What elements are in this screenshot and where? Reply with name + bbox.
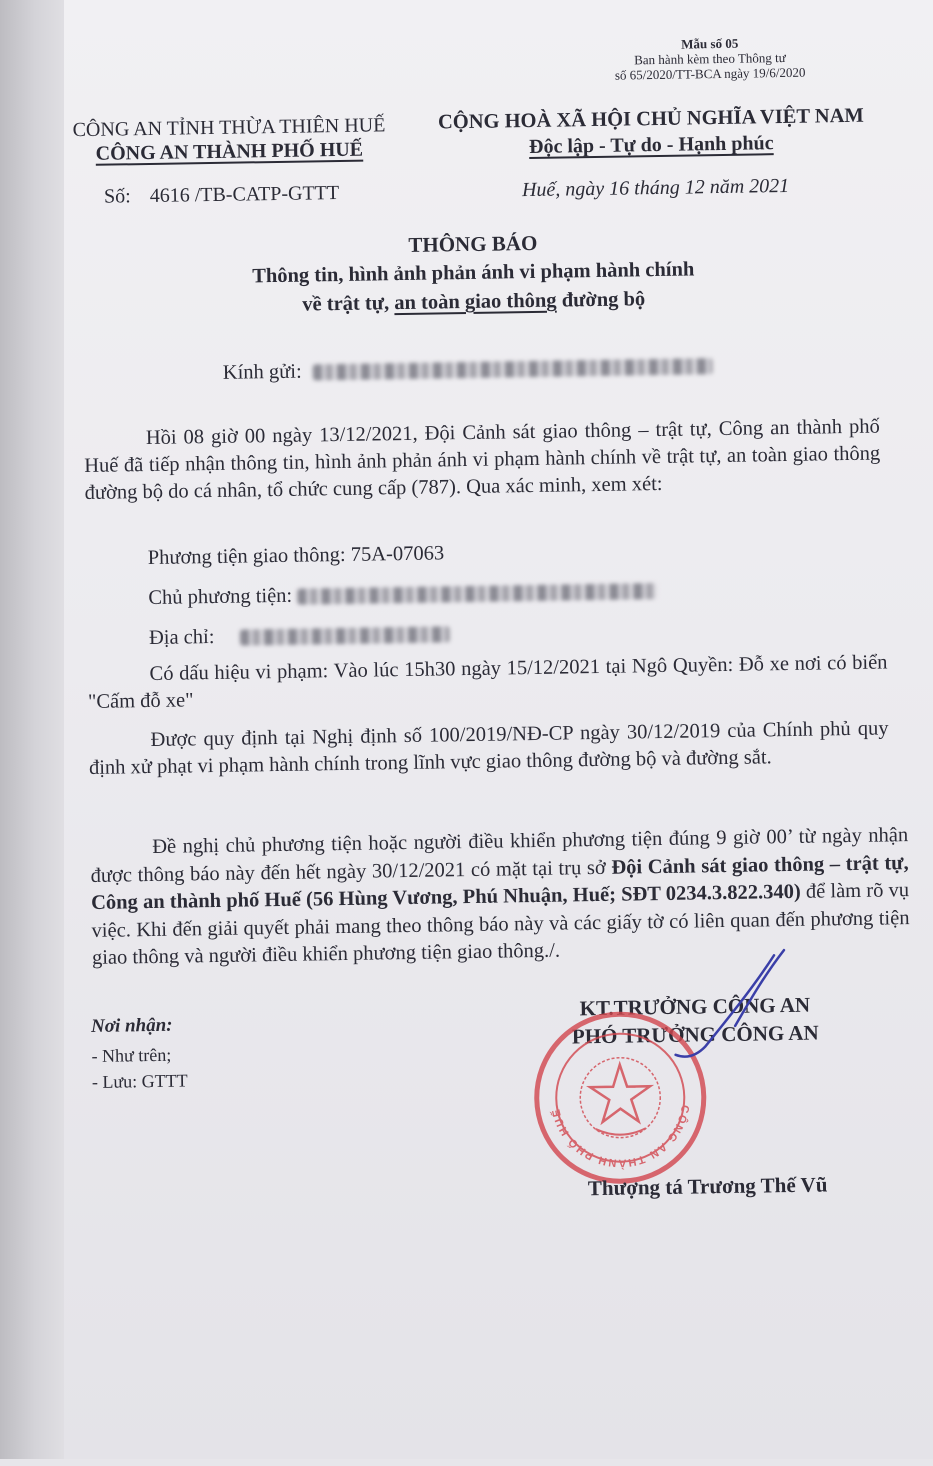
nation-motto — [421, 129, 881, 160]
notice-subtitle-1: Thông tin, hình ảnh phản ánh vi phạm hành chính — [252, 258, 695, 288]
vehicle-plate: 75A-07063 — [350, 542, 445, 566]
paragraph-intro: Hồi 08 giờ 00 ngày 13/12/2021, Đội Cảnh sát giao thông – trật tự, Công an thành phố Huế đã tiếp nhận thông tin, hình ảnh phản ánh vi phạm hành chính về trật tự, an toàn giao thông đường bộ do cá nhân, tổ chức cung cấp (787). Qua xác minh, xem xét: — [84, 415, 881, 505]
recipient-redacted — [313, 358, 713, 380]
notice-subtitle-2 — [94, 285, 854, 320]
form-circular: số 65/2020/TT-BCA ngày 19/6/2020 — [614, 64, 806, 83]
owner-label: Chủ phương tiện: — [148, 584, 293, 610]
owner-line — [148, 577, 657, 612]
address-redacted — [239, 627, 449, 646]
signature-title-2: PHÓ TRƯỞNG CÔNG AN — [571, 1020, 819, 1049]
nation-motto-text: Độc lập - Tự do - Hạnh phúc — [528, 132, 774, 159]
recipients-item-1: - Như trên; — [91, 1044, 172, 1066]
seal-text: CÔNG AN THÀNH PHỐ HUẾ — [550, 1103, 691, 1169]
request-office: Đội Cảnh sát giao thông – trật tự, Công an thành phố Huế (56 Hùng Vương, Phú Nhuận, Huế; SĐT 0234.3.822.340) — [90, 851, 909, 914]
form-number: Mẫu số 05 — [681, 35, 739, 52]
place-date: Huế, ngày 16 tháng 12 năm 2021 — [521, 174, 790, 202]
recipient-line — [223, 354, 713, 385]
request-start: Đề nghị chủ phương tiện hoặc người điều khiển phương tiện đúng 9 giờ 00’ từ ngày nhận được thông báo này đến hết ngày 30/12/2021 có mặt tại trụ sở — [90, 824, 909, 887]
reference-label: Số: — [103, 185, 131, 208]
signature-title-1: KT.TRƯỞNG CÔNG AN — [579, 992, 811, 1021]
subtitle-suffix: đường bộ — [556, 288, 646, 312]
address-label: Địa chỉ: — [148, 626, 215, 650]
signer-name: Thượng tá Trương Thế Vũ — [587, 1172, 828, 1201]
subtitle-underlined: an toàn giao thông — [394, 289, 557, 315]
agency-unit — [51, 137, 407, 167]
reference-number — [104, 182, 339, 209]
recipients-heading: Nơi nhận: — [90, 1014, 173, 1037]
handwritten-signature-icon — [634, 945, 816, 1068]
reference-value: 4616 /TB-CATP-GTTT — [149, 181, 340, 207]
address-line — [149, 620, 450, 652]
svg-text:CÔNG AN THÀNH PHỐ HUẾ — [549, 1104, 692, 1171]
notice-title: THÔNG BÁO — [408, 230, 538, 257]
owner-redacted — [297, 583, 657, 605]
recipients-item-2: - Lưu: GTTT — [91, 1070, 188, 1092]
recipient-label: Kính gửi: — [222, 360, 302, 384]
form-issued-with: Ban hành kèm theo Thông tư — [634, 49, 786, 68]
nation-name: CỘNG HOÀ XÃ HỘI CHỦ NGHĨA VIỆT NAM — [437, 104, 864, 134]
agency-unit-text: CÔNG AN THÀNH PHỐ HUẾ — [95, 138, 364, 165]
agency-parent: CÔNG AN TỈNH THỪA THIÊN HUẾ — [72, 114, 386, 142]
request-end: để làm rõ vụ việc. Khi đến giải quyết phải mang theo thông báo này và các giấy tờ có liên quan đến phương tiện giao thông và người điều khiển phương tiện giao thông./. — [91, 879, 910, 969]
vehicle-label: Phương tiện giao thông: — [147, 543, 346, 570]
vehicle-line — [148, 540, 445, 572]
paragraph-regulation: Được quy định tại Nghị định số 100/2019/NĐ-CP ngày 30/12/2019 của Chính phủ quy định xử phạt vi phạm hành chính trong lĩnh vực giao thông đường bộ và đường sắt. — [88, 717, 889, 779]
subtitle-prefix: về trật tự, — [302, 292, 395, 316]
paragraph-violation: Có dấu hiệu vi phạm: Vào lúc 15h30 ngày 15/12/2021 tại Ngô Quyền: Đỗ xe nơi có biển "Cấm đỗ xe" — [87, 651, 888, 713]
star-icon — [590, 1064, 651, 1122]
